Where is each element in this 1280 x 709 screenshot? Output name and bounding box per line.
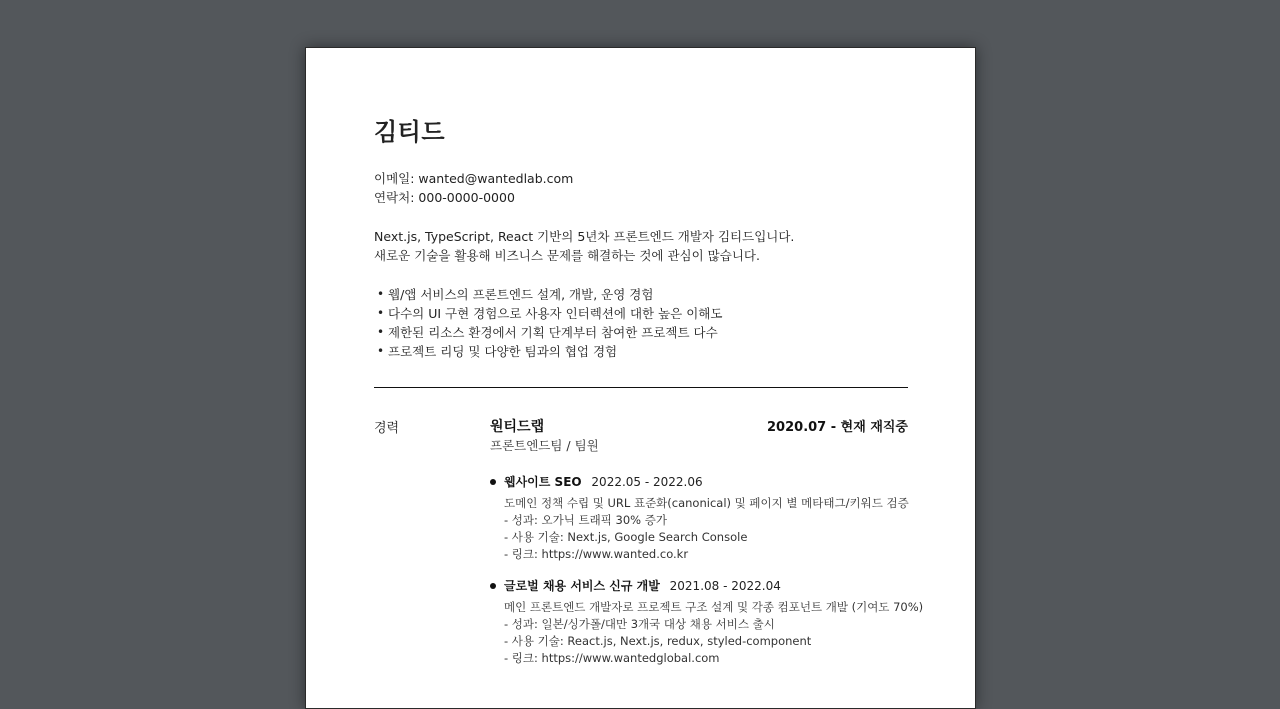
project-detail-line: 도메인 정책 수립 및 URL 표준화(canonical) 및 페이지 별 메타태그/키워드 검증 — [504, 496, 909, 510]
highlights-list — [374, 285, 722, 361]
bullet-icon — [490, 479, 496, 485]
project-period: 2021.08 - 2022.04 — [669, 579, 781, 593]
project-item — [490, 577, 924, 667]
career-section-label: 경력 — [374, 421, 400, 436]
project-description — [490, 495, 908, 563]
highlight-item: • 프로젝트 리딩 및 다양한 팀과의 협업 경험 — [377, 344, 618, 359]
bullet-icon: • — [377, 306, 385, 320]
project-link-line: - 링크: https://www.wantedglobal.com — [504, 651, 720, 665]
project-title: 웹사이트 SEO — [504, 475, 582, 489]
project-item — [490, 473, 908, 563]
email-line: 이메일: wanted@wantedlab.com — [374, 171, 574, 186]
bullet-icon — [490, 583, 496, 589]
project-detail-line: 메인 프론트엔드 개발자로 프로젝트 구조 설계 및 각종 컴포넌트 개발 (기여도 70%) — [504, 600, 924, 614]
applicant-name: 김티드 — [374, 118, 446, 146]
project-header — [490, 577, 908, 595]
project-period: 2022.05 - 2022.06 — [591, 475, 703, 489]
bullet-icon: • — [377, 325, 385, 339]
project-detail-line: - 사용 기술: Next.js, Google Search Console — [504, 530, 748, 544]
highlight-item: • 웹/앱 서비스의 프론트엔드 설계, 개발, 운영 경험 — [377, 287, 654, 302]
phone-line: 연락처: 000-0000-0000 — [374, 190, 515, 205]
employment-period: 2020.07 - 현재 재직중 — [767, 420, 908, 435]
section-divider — [374, 387, 908, 388]
project-header — [490, 473, 908, 491]
project-detail-line: - 성과: 일본/싱가폴/대만 3개국 대상 채용 서비스 출시 — [504, 617, 775, 631]
company-name: 원티드랩 — [490, 419, 545, 435]
bullet-icon: • — [377, 287, 385, 301]
project-detail-line: - 성과: 오가닉 트래픽 30% 증가 — [504, 513, 667, 527]
project-link-line: - 링크: https://www.wanted.co.kr — [504, 547, 689, 561]
bullet-icon: • — [377, 344, 385, 358]
intro-line-1: Next.js, TypeScript, React 기반의 5년차 프론트엔드 개발자 김티드입니다. — [374, 229, 795, 244]
intro-line-2: 새로운 기술을 활용해 비즈니스 문제를 해결하는 것에 관심이 많습니다. — [374, 248, 760, 263]
project-detail-line: - 사용 기술: React.js, Next.js, redux, styled-component — [504, 634, 812, 648]
highlight-item: • 제한된 리소스 환경에서 기획 단계부터 참여한 프로젝트 다수 — [377, 325, 718, 340]
highlight-item: • 다수의 UI 구현 경험으로 사용자 인터렉션에 대한 높은 이해도 — [377, 306, 723, 321]
resume-page — [305, 47, 976, 709]
project-description — [490, 599, 924, 667]
project-title: 글로벌 채용 서비스 신규 개발 — [504, 579, 660, 593]
team-role: 프론트엔드팀 / 팀원 — [490, 438, 599, 453]
